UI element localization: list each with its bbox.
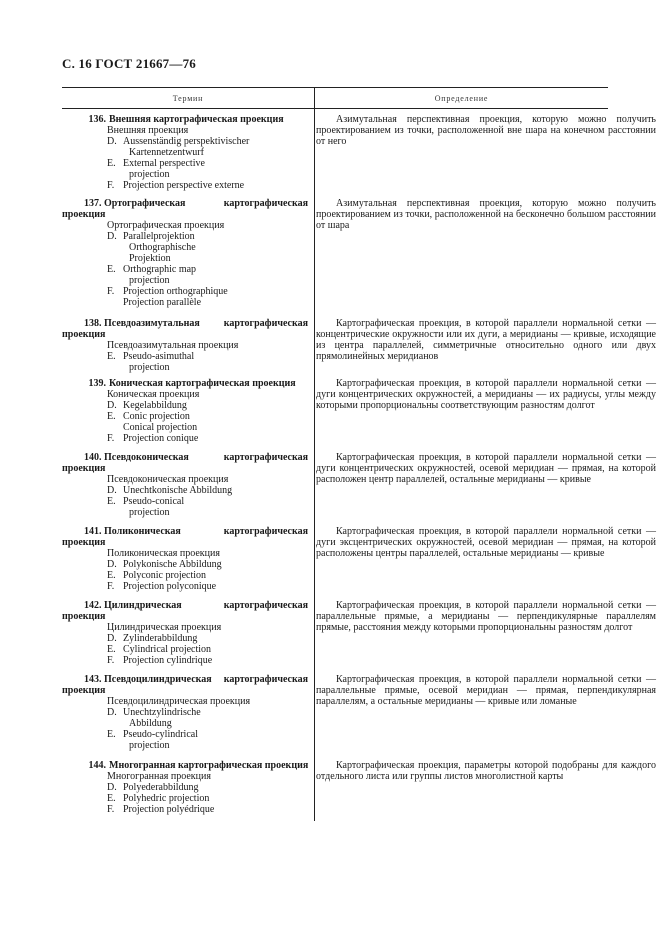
term-heading	[62, 114, 308, 125]
term-cell	[62, 318, 308, 373]
language-code: F.	[107, 804, 115, 815]
foreign-term: Projection perspective externe	[123, 180, 245, 191]
term-heading-continuation: проекция	[62, 685, 106, 696]
foreign-term: Projection polyconique	[123, 581, 217, 592]
definition-cell	[316, 674, 656, 707]
language-code: F.	[107, 655, 115, 666]
language-code: E.	[107, 351, 116, 362]
column-header-definition: Определение	[434, 94, 489, 103]
term-heading	[62, 760, 308, 771]
definition-cell	[316, 526, 656, 559]
foreign-equivalent	[62, 644, 308, 655]
definition-text: Картографическая проекция, параметры которой подобраны для каждого отдельного листа или группы листов многолистной карты	[316, 760, 656, 782]
term-synonym: Коническая проекция	[107, 389, 200, 400]
language-code: F.	[107, 180, 115, 191]
language-code: D.	[107, 633, 117, 644]
term-synonym: Поликоническая проекция	[107, 548, 220, 559]
term-number: 140.	[84, 452, 102, 463]
term-heading	[62, 452, 308, 463]
term-heading-word: Псевдоазимутальная	[101, 318, 200, 329]
foreign-equivalent	[62, 707, 308, 718]
term-heading-word: Цилиндрическая	[101, 600, 182, 611]
language-code: E.	[107, 644, 116, 655]
term-heading	[62, 674, 308, 685]
definition-cell	[316, 198, 656, 231]
term-cell	[62, 114, 308, 191]
foreign-term-continuation: Projektion	[129, 253, 171, 264]
term-heading-word: картографическая	[223, 674, 308, 685]
term-number: 139.	[88, 378, 106, 389]
foreign-term-continuation: Conical projection	[123, 422, 198, 433]
term-heading-text: Многогранная картографическая проекция	[109, 760, 309, 771]
table-header-rule	[62, 108, 608, 109]
term-heading-word: Псевдоконическая	[101, 452, 189, 463]
foreign-equivalent	[62, 496, 308, 507]
term-heading-word: картографическая	[223, 452, 308, 463]
language-code: D.	[107, 136, 117, 147]
term-number: 138.	[84, 318, 102, 329]
foreign-term: Orthographic map	[123, 264, 197, 275]
foreign-term: Parallelprojektion	[123, 231, 195, 242]
definition-cell	[316, 600, 656, 633]
foreign-equivalent	[62, 351, 308, 362]
term-number: 137.	[84, 198, 102, 209]
term-number: 141.	[84, 526, 102, 537]
foreign-equivalent	[62, 570, 308, 581]
language-code: E.	[107, 496, 116, 507]
term-heading-text: Коническая картографическая проекция	[109, 378, 296, 389]
foreign-equivalent	[62, 633, 308, 644]
term-heading-word: Ортографическая	[101, 198, 186, 209]
foreign-equivalent	[62, 286, 308, 297]
definition-text: Азимутальная перспективная проекция, которую можно получить проектированием из точки, расположенной вне шара на конечном расстоянии от него	[316, 114, 656, 147]
definition-text: Картографическая проекция, в которой параллели нормальной сетки — параллельные прямые, осевой меридиан — прямая, перпендикулярная параллелям, а остальные меридианы — кривые или ломаные	[316, 674, 656, 707]
foreign-term: Kegelabbildung	[123, 400, 187, 411]
language-code: F.	[107, 433, 115, 444]
foreign-term: Projection conique	[123, 433, 199, 444]
language-code: E.	[107, 793, 116, 804]
language-code: F.	[107, 286, 115, 297]
foreign-term-continuation: projection	[129, 740, 170, 751]
language-code: F.	[107, 581, 115, 592]
foreign-term: Projection polyédrique	[123, 804, 215, 815]
foreign-equivalent	[62, 411, 308, 422]
language-code: D.	[107, 485, 117, 496]
language-code: D.	[107, 231, 117, 242]
definition-cell	[316, 318, 656, 362]
foreign-equivalent	[62, 804, 308, 815]
foreign-equivalent	[62, 433, 308, 444]
foreign-term: Pseudo-asimuthal	[123, 351, 195, 362]
definition-text: Картографическая проекция, в которой параллели нормальной сетки — дуги концентрических окружностей, осевой меридиан — прямая, на которой расположен центр параллелей, остальные меридианы — кривые	[316, 452, 656, 485]
foreign-term: External perspective	[123, 158, 205, 169]
definition-text: Азимутальная перспективная проекция, которую можно получить проектированием из точки, расположенной на бесконечно большом расстоянии от шара	[316, 198, 656, 231]
term-heading	[62, 318, 308, 329]
term-heading-word: картографическая	[223, 600, 308, 611]
term-synonym: Внешняя проекция	[107, 125, 189, 136]
language-code: E.	[107, 158, 116, 169]
term-heading-text: Внешняя картографическая проекция	[109, 114, 284, 125]
language-code: D.	[107, 559, 117, 570]
foreign-term: Aussenständig perspektivischer	[123, 136, 250, 147]
foreign-term: Polykonische Abbildung	[123, 559, 222, 570]
foreign-equivalent	[62, 729, 308, 740]
term-cell	[62, 378, 308, 444]
foreign-term-continuation: Projection parallèle	[123, 297, 202, 308]
term-heading	[62, 600, 308, 611]
term-heading-continuation: проекция	[62, 329, 106, 340]
term-cell	[62, 760, 308, 815]
foreign-equivalent	[62, 231, 308, 242]
column-header-term: Термин	[172, 94, 204, 103]
foreign-term: Polyconic projection	[123, 570, 207, 581]
foreign-equivalent	[62, 158, 308, 169]
language-code: D.	[107, 782, 117, 793]
definition-cell	[316, 452, 656, 485]
term-number: 136.	[88, 114, 106, 125]
term-cell	[62, 526, 308, 592]
term-synonym: Многогранная проекция	[107, 771, 211, 782]
term-heading-continuation: проекция	[62, 611, 106, 622]
term-cell	[62, 198, 308, 308]
foreign-equivalent	[62, 485, 308, 496]
term-heading-word: картографическая	[223, 198, 308, 209]
term-synonym: Псевдоазимутальная проекция	[107, 340, 239, 351]
term-number: 144.	[88, 760, 106, 771]
definition-text: Картографическая проекция, в которой параллели нормальной сетки — дуги эксцентрических окружностей, осевой меридиан — прямая, на которой расположены центры параллелей, остальные меридианы — кривые	[316, 526, 656, 559]
foreign-term: Projection cylindrique	[123, 655, 213, 666]
term-cell	[62, 600, 308, 666]
definition-text: Картографическая проекция, в которой параллели нормальной сетки — концентрические окружности или их дуги, а меридианы — кривые, исходящие из центра параллелей, симметричные относительно одного или двух прямолинейных меридианов	[316, 318, 656, 362]
foreign-term-continuation: projection	[129, 507, 170, 518]
term-synonym: Цилиндрическая проекция	[107, 622, 222, 633]
language-code: D.	[107, 707, 117, 718]
term-number: 143.	[84, 674, 102, 685]
term-cell	[62, 674, 308, 751]
term-heading-word: картографическая	[223, 526, 308, 537]
definition-cell	[316, 760, 656, 782]
definition-text: Картографическая проекция, в которой параллели нормальной сетки — дуги концентрических окружностей, а меридианы — их радиусы, углы между которыми пропорциональны соответствующим разностям долгот	[316, 378, 656, 411]
term-heading-word: картографическая	[223, 318, 308, 329]
foreign-equivalent	[62, 180, 308, 191]
foreign-term: Conic projection	[123, 411, 190, 422]
foreign-term: Polyederabbildung	[123, 782, 199, 793]
foreign-equivalent	[62, 581, 308, 592]
foreign-equivalent	[62, 400, 308, 411]
foreign-term: Polyhedric projection	[123, 793, 210, 804]
language-code: D.	[107, 400, 117, 411]
language-code: E.	[107, 570, 116, 581]
foreign-equivalent	[62, 793, 308, 804]
term-heading	[62, 526, 308, 537]
language-code: E.	[107, 729, 116, 740]
foreign-term-continuation: projection	[129, 275, 170, 286]
term-synonym: Ортографическая проекция	[107, 220, 225, 231]
language-code: E.	[107, 411, 116, 422]
term-heading-continuation: проекция	[62, 209, 106, 220]
foreign-term-continuation: Kartennetzentwurf	[129, 147, 204, 158]
foreign-term: Unechtkonische Abbildung	[123, 485, 233, 496]
term-heading	[62, 378, 308, 389]
term-heading-word: Поликоническая	[101, 526, 181, 537]
foreign-term-continuation: projection	[129, 362, 170, 373]
term-heading-continuation: проекция	[62, 463, 106, 474]
foreign-equivalent	[62, 559, 308, 570]
foreign-equivalent	[62, 264, 308, 275]
foreign-term: Pseudo-conical	[123, 496, 185, 507]
definition-cell	[316, 378, 656, 411]
foreign-term-continuation: Abbildung	[129, 718, 172, 729]
foreign-term: Unechtzylindrische	[123, 707, 201, 718]
foreign-term-continuation: projection	[129, 169, 170, 180]
term-synonym: Псевдоцилиндрическая проекция	[107, 696, 251, 707]
definition-cell	[316, 114, 656, 147]
term-number: 142.	[84, 600, 102, 611]
foreign-equivalent	[62, 136, 308, 147]
foreign-term-continuation: Orthographische	[129, 242, 196, 253]
foreign-equivalent	[62, 782, 308, 793]
term-heading	[62, 198, 308, 209]
foreign-term: Cylindrical projection	[123, 644, 212, 655]
foreign-term: Pseudo-cylindrical	[123, 729, 198, 740]
language-code: E.	[107, 264, 116, 275]
foreign-term: Zylinderabbildung	[123, 633, 198, 644]
foreign-term: Projection orthographique	[123, 286, 228, 297]
term-heading-word: Псевдоцилиндрическая	[101, 674, 212, 685]
definition-text: Картографическая проекция, в которой параллели нормальной сетки — параллельные прямые, а меридианы — перпендикулярные параллелям прямые, расстояния между которыми пропорциональны разностям долгот	[316, 600, 656, 633]
term-synonym: Псевдоконическая проекция	[107, 474, 229, 485]
column-divider	[314, 87, 315, 821]
table-top-rule	[62, 87, 608, 88]
term-cell	[62, 452, 308, 518]
foreign-equivalent	[62, 655, 308, 666]
page-header: С. 16 ГОСТ 21667—76	[62, 56, 196, 71]
term-heading-continuation: проекция	[62, 537, 106, 548]
